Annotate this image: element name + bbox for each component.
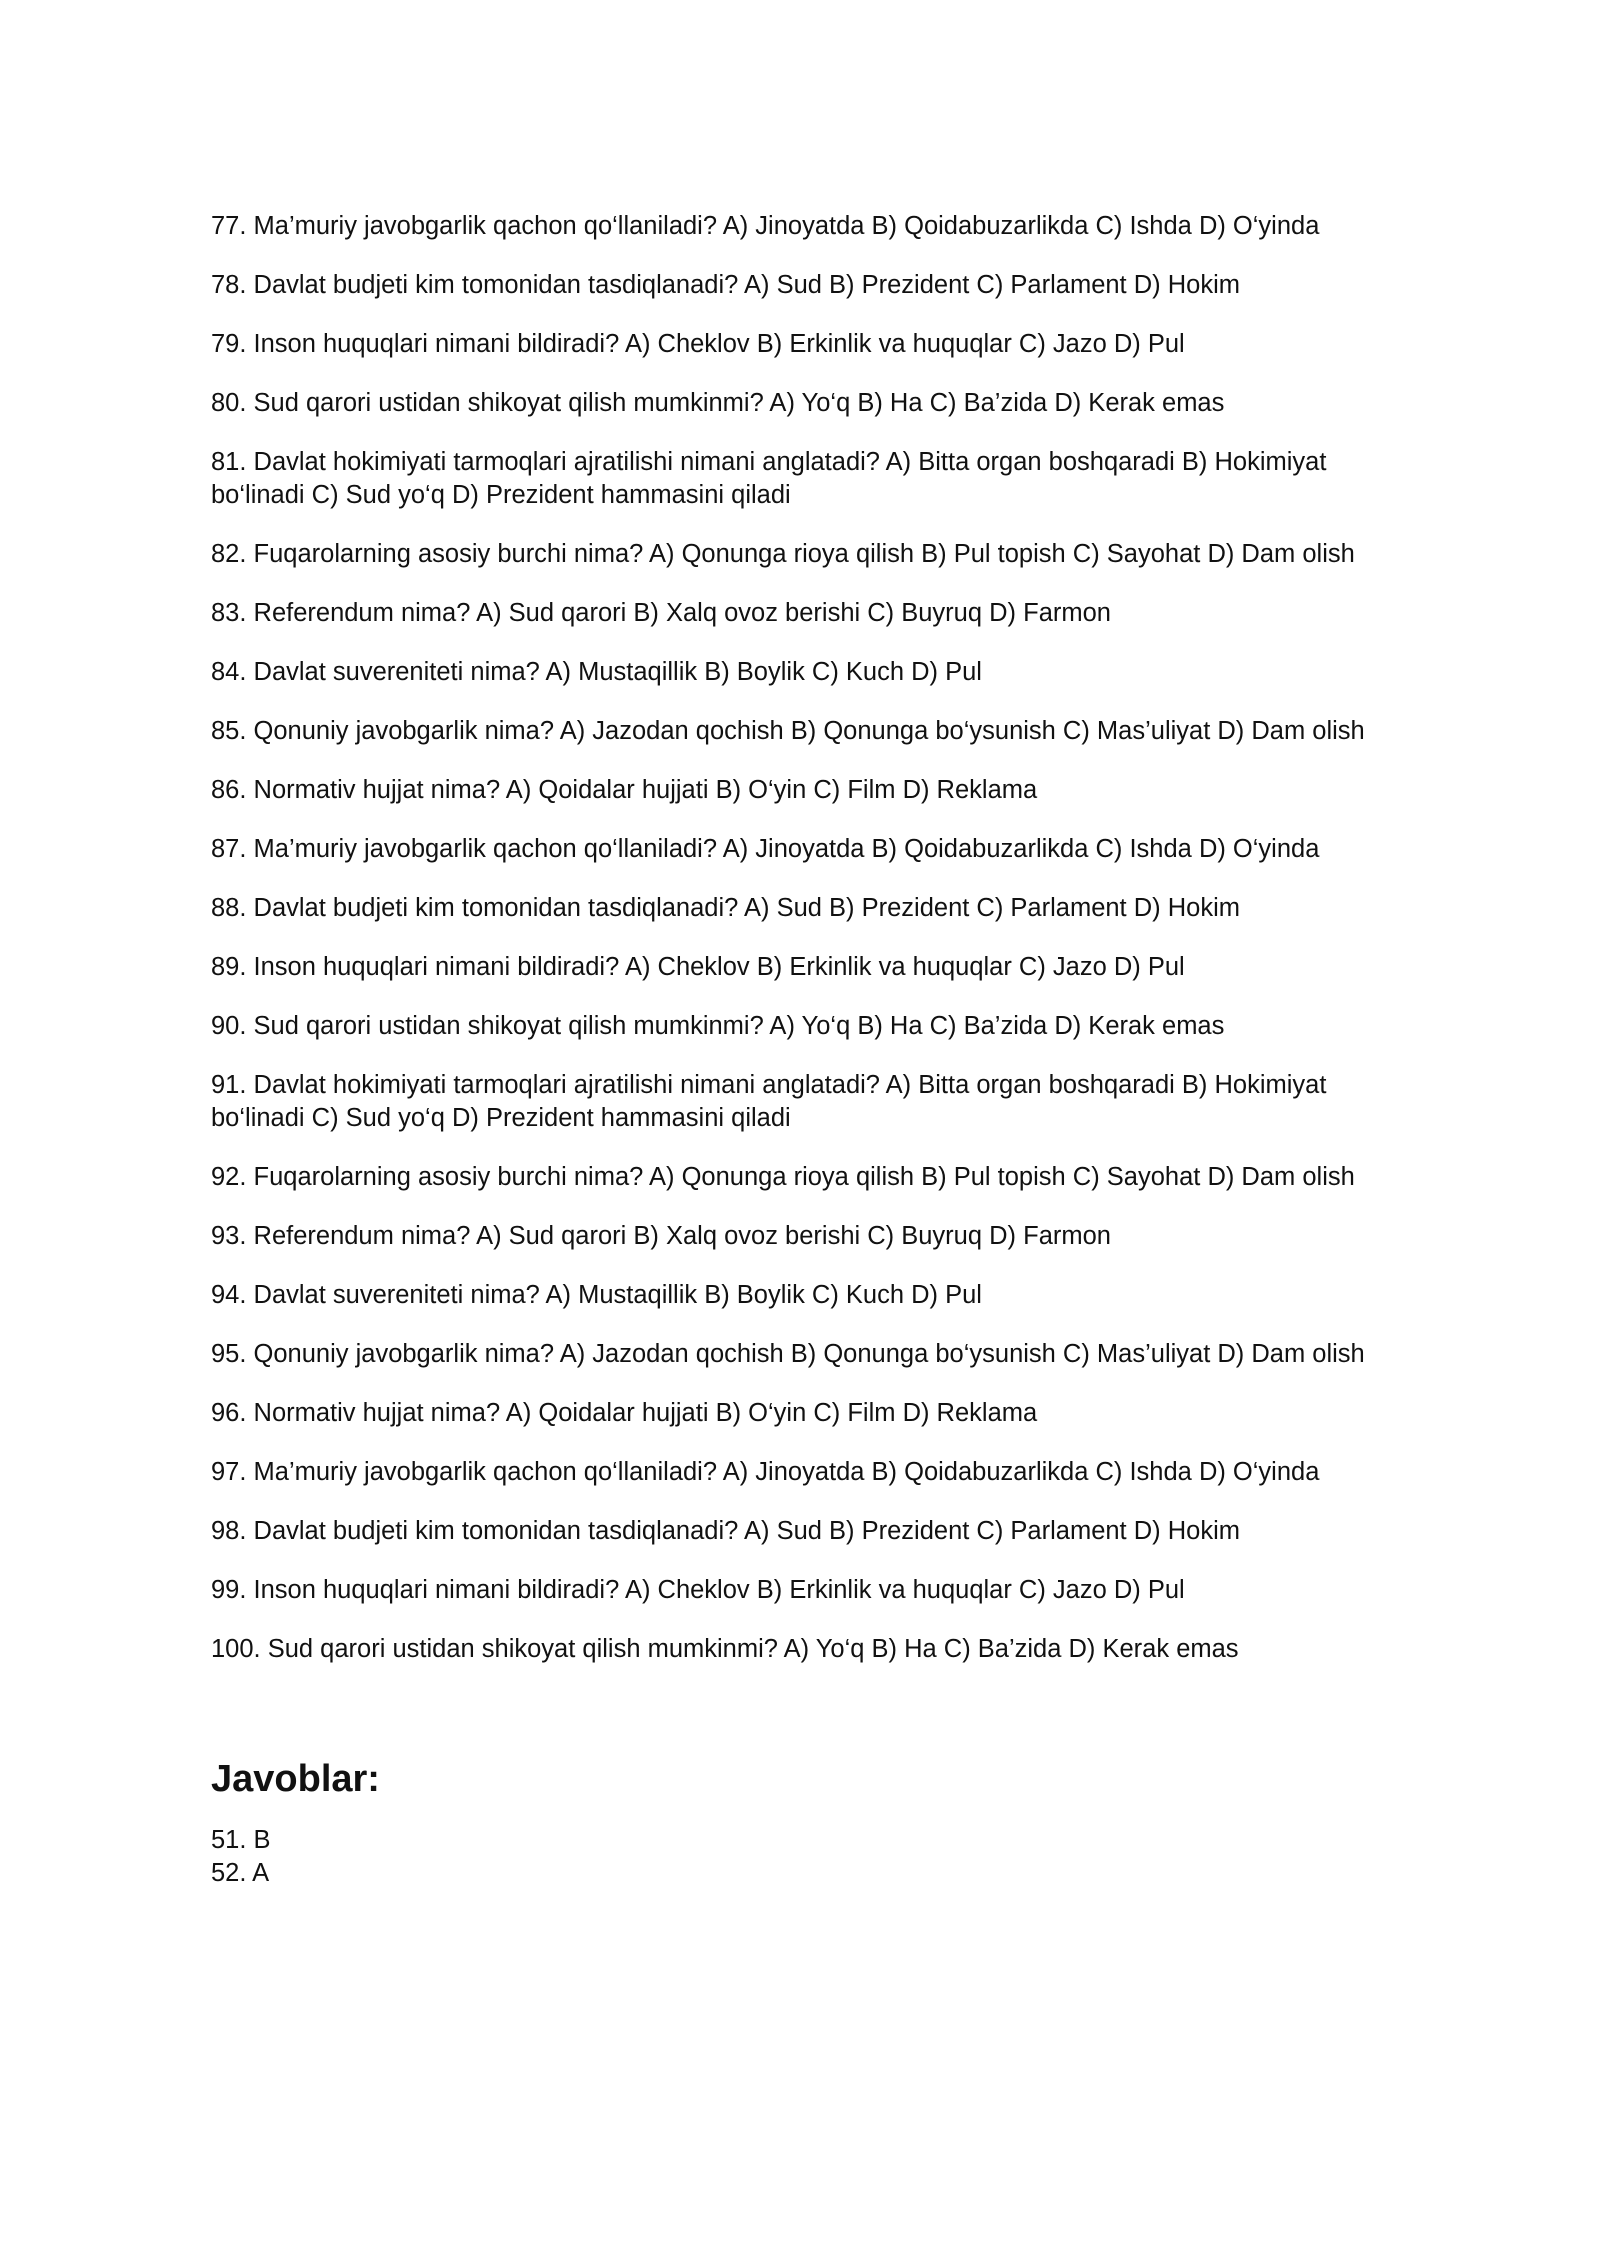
question-item: 80. Sud qarori ustidan shikoyat qilish mumkinmi? A) Yo‘q B) Ha C) Ba’zida D) Kerak emas bbox=[211, 389, 1225, 417]
answer-item: 52. A bbox=[211, 1859, 270, 1887]
question-item: 96. Normativ hujjat nima? A) Qoidalar hujjati B) O‘yin C) Film D) Reklama bbox=[211, 1399, 1038, 1427]
question-item: 83. Referendum nima? A) Sud qarori B) Xalq ovoz berishi C) Buyruq D) Farmon bbox=[211, 599, 1111, 627]
question-item: 84. Davlat suvereniteti nima? A) Mustaqillik B) Boylik C) Kuch D) Pul bbox=[211, 658, 982, 686]
answer-item: 51. B bbox=[211, 1826, 271, 1854]
question-item: 85. Qonuniy javobgarlik nima? A) Jazodan qochish B) Qonunga bo‘ysunish C) Mas’uliyat D) Dam olish bbox=[211, 717, 1365, 745]
question-item: 99. Inson huquqlari nimani bildiradi? A) Cheklov B) Erkinlik va huquqlar C) Jazo D) Pul bbox=[211, 1576, 1185, 1604]
question-item: 87. Ma’muriy javobgarlik qachon qo‘llaniladi? A) Jinoyatda B) Qoidabuzarlikda C) Ishda D) O‘yinda bbox=[211, 835, 1320, 863]
question-item: 95. Qonuniy javobgarlik nima? A) Jazodan qochish B) Qonunga bo‘ysunish C) Mas’uliyat D) Dam olish bbox=[211, 1340, 1365, 1368]
question-item: 91. Davlat hokimiyati tarmoqlari ajratilishi nimani anglatadi? A) Bitta organ boshqaradi B) Hokimiyat bo‘linadi C) Sud yo‘q D) Prezident hammasini qiladi bbox=[211, 1071, 1327, 1132]
question-item: 78. Davlat budjeti kim tomonidan tasdiqlanadi? A) Sud B) Prezident C) Parlament D) Hokim bbox=[211, 271, 1240, 299]
question-item: 93. Referendum nima? A) Sud qarori B) Xalq ovoz berishi C) Buyruq D) Farmon bbox=[211, 1222, 1111, 1250]
question-list bbox=[211, 210, 1411, 1666]
question-item: 98. Davlat budjeti kim tomonidan tasdiqlanadi? A) Sud B) Prezident C) Parlament D) Hokim bbox=[211, 1517, 1240, 1545]
question-item: 86. Normativ hujjat nima? A) Qoidalar hujjati B) O‘yin C) Film D) Reklama bbox=[211, 776, 1038, 804]
question-item: 90. Sud qarori ustidan shikoyat qilish mumkinmi? A) Yo‘q B) Ha C) Ba’zida D) Kerak emas bbox=[211, 1012, 1225, 1040]
question-item: 97. Ma’muriy javobgarlik qachon qo‘llaniladi? A) Jinoyatda B) Qoidabuzarlikda C) Ishda D) O‘yinda bbox=[211, 1458, 1320, 1486]
question-item: 89. Inson huquqlari nimani bildiradi? A) Cheklov B) Erkinlik va huquqlar C) Jazo D) Pul bbox=[211, 953, 1185, 981]
answers-heading: Javoblar: bbox=[211, 1758, 380, 1800]
question-item: 94. Davlat suvereniteti nima? A) Mustaqillik B) Boylik C) Kuch D) Pul bbox=[211, 1281, 982, 1309]
question-item: 88. Davlat budjeti kim tomonidan tasdiqlanadi? A) Sud B) Prezident C) Parlament D) Hokim bbox=[211, 894, 1240, 922]
question-item: 77. Ma’muriy javobgarlik qachon qo‘llaniladi? A) Jinoyatda B) Qoidabuzarlikda C) Ishda D) O‘yinda bbox=[211, 212, 1320, 240]
question-item: 81. Davlat hokimiyati tarmoqlari ajratilishi nimani anglatadi? A) Bitta organ boshqaradi B) Hokimiyat bo‘linadi C) Sud yo‘q D) Prezident hammasini qiladi bbox=[211, 448, 1327, 509]
question-item: 92. Fuqarolarning asosiy burchi nima? A) Qonunga rioya qilish B) Pul topish C) Sayohat D) Dam olish bbox=[211, 1163, 1355, 1191]
question-item: 82. Fuqarolarning asosiy burchi nima? A) Qonunga rioya qilish B) Pul topish C) Sayohat D) Dam olish bbox=[211, 540, 1355, 568]
question-item: 100. Sud qarori ustidan shikoyat qilish mumkinmi? A) Yo‘q B) Ha C) Ba’zida D) Kerak emas bbox=[211, 1635, 1239, 1663]
document-page bbox=[211, 210, 1411, 1890]
answers-list bbox=[211, 1824, 1411, 1890]
question-item: 79. Inson huquqlari nimani bildiradi? A) Cheklov B) Erkinlik va huquqlar C) Jazo D) Pul bbox=[211, 330, 1185, 358]
